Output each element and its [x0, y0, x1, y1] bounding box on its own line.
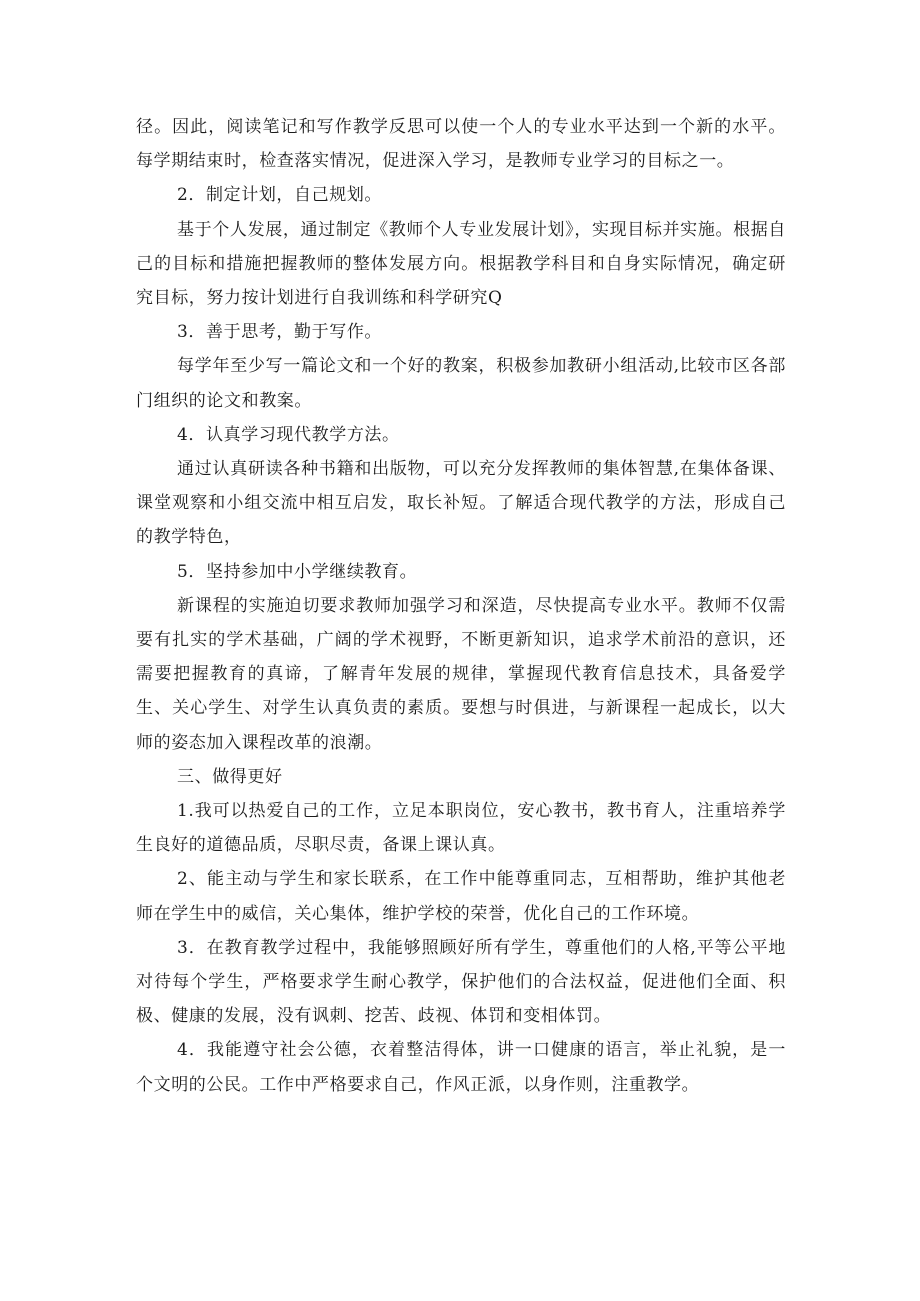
paragraph-writing: 每学年至少写一篇论文和一个好的教案，积极参加教研小组活动,比较市区各部门组织的论文和教案。: [136, 356, 786, 411]
paragraph-education: 新课程的实施迫切要求教师加强学习和深造，尽快提高专业水平。教师不仅需要有扎实的学术基础，广阔的学术视野，不断更新知识，追求学术前沿的意识，还需要把握教育的真谛，了解青年发展的规律，掌握现代教育信息技术，具备爱学生、关心学生、对学生认真负责的素质。要想与时俱进，与新课程一起成长，以大师的姿态加入课程改革的浪潮。: [136, 595, 786, 753]
paragraph-plan: 基于个人发展，通过制定《教师个人专业发展计划》，实现目标并实施。根据自己的目标和措施把握教师的整体发展方向。根据教学科目和自身实际情况，确定研究目标，努力按计划进行自我训练和科学研究Q: [136, 219, 786, 309]
paragraph-point-2: 2、能主动与学生和家长联系，在工作中能尊重同志，互相帮助，维护其他老师在学生中的威信，关心集体，维护学校的荣誉，优化自己的工作环境。: [136, 869, 786, 924]
heading-item-5: 5．坚持参加中小学继续教育。: [177, 561, 418, 582]
paragraph-point-4: 4．我能遵守社会公德，衣着整洁得体，讲一口健康的语言，举止礼貌，是一个文明的公民。工作中严格要求自己，作风正派，以身作则，注重教学。: [136, 1040, 786, 1095]
section-heading-3: 三、做得更好: [177, 766, 283, 787]
paragraph-continuation: 径。因此，阅读笔记和写作教学反思可以使一个人的专业水平达到一个新的水平。每学期结束时，检查落实情况，促进深入学习，是教师专业学习的目标之一。: [136, 117, 786, 172]
paragraph-methods: 通过认真研读各种书籍和出版物，可以充分发挥教师的集体智慧,在集体备课、课堂观察和小组交流中相互启发，取长补短。了解适合现代教学的方法，形成自己的教学特色，: [136, 459, 786, 548]
heading-item-3: 3．善于思考，勤于写作。: [177, 322, 383, 343]
heading-item-4: 4．认真学习现代教学方法。: [177, 424, 400, 445]
paragraph-point-1: 1.我可以热爱自己的工作，立足本职岗位，安心教书，教书育人，注重培养学生良好的道德品质，尽职尽责，备课上课认真。: [136, 801, 786, 856]
document-body: [136, 110, 786, 1102]
heading-item-2: 2．制定计划，自己规划。: [177, 185, 383, 206]
paragraph-point-3: 3．在教育教学过程中，我能够照顾好所有学生，尊重他们的人格,平等公平地对待每个学生，严格要求学生耐心教学，保护他们的合法权益，促进他们全面、积极、健康的发展，没有讽刺、挖苦、歧视、体罚和变相体罚。: [136, 937, 786, 1027]
